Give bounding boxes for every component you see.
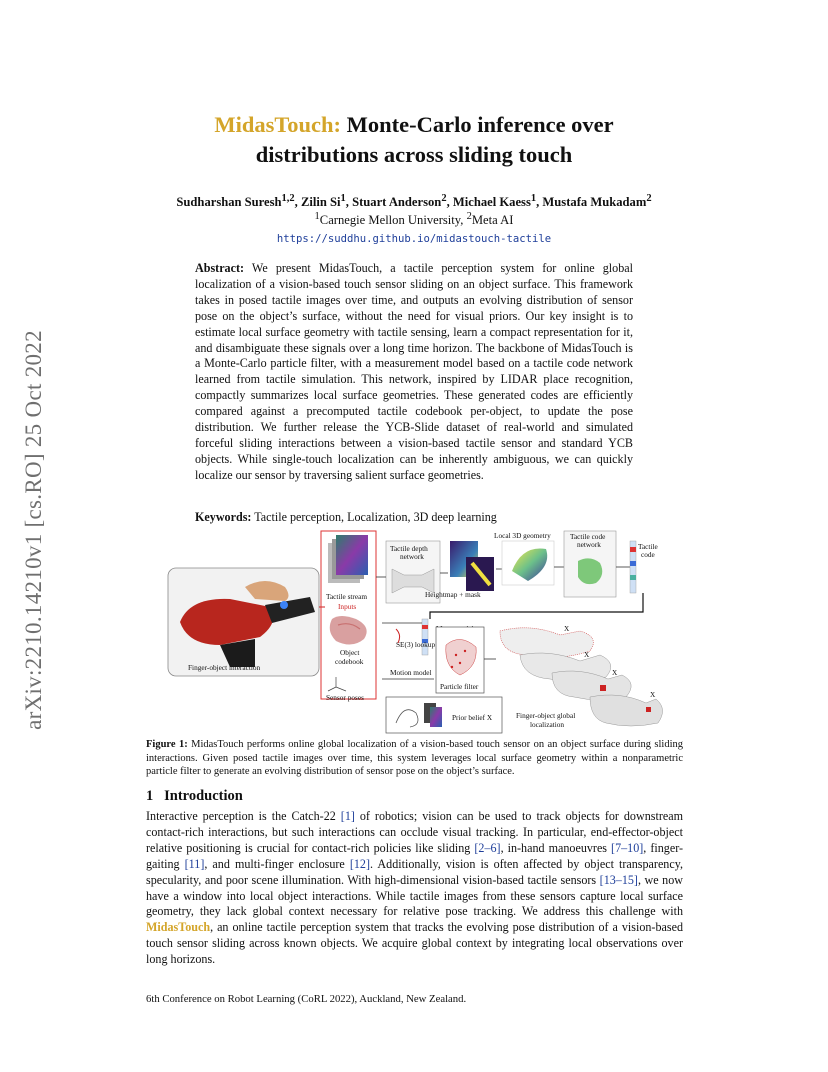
fig-label-x0: X [564, 624, 570, 633]
conference-footer: 6th Conference on Robot Learning (CoRL 2022), Auckland, New Zealand. [146, 993, 467, 1005]
affil-sup: 1 [314, 211, 320, 222]
fig-label-sensor-poses: Sensor poses [326, 693, 364, 702]
author-name: Sudharshan Suresh [176, 195, 282, 210]
fig-label-depth-2: network [400, 552, 424, 561]
arxiv-stamp [14, 300, 54, 760]
author-sep: , [345, 195, 353, 210]
author-sup: 2 [646, 193, 652, 204]
author-name: Zilin Si [300, 195, 341, 210]
section-title: Introduction [164, 788, 243, 804]
fig-label-global-1: Finger-object global [516, 711, 576, 720]
keywords-text: Tactile perception, Localization, 3D deep learning [251, 510, 497, 524]
fig-label-depth-1: Tactile depth [390, 544, 428, 553]
fig-label-local-3d: Local 3D geometry [494, 531, 551, 540]
intro-text: , an online tactile perception system that tracks the evolving pose distribution of a vision-based touch sensor sliding across known objects. We acquire global context by integrating local observations over long horizons. [146, 920, 683, 967]
intro-text: , and multi-finger enclosure [204, 856, 350, 871]
abstract [195, 261, 633, 484]
author-sup: 1 [340, 193, 346, 204]
fig-label-prior-belief: Prior belief X [452, 713, 493, 722]
affil-meta: Meta AI [471, 213, 514, 228]
fig-label-xt2: X [650, 690, 656, 699]
fig-label-code: code [641, 550, 655, 559]
fig-label-tactile: Tactile [638, 542, 658, 551]
fig-label-object: Object [340, 648, 360, 657]
abstract-label: Abstract: [195, 261, 245, 275]
intro-text: . Additionally, vision is often affected by object transparency, specularity, and poor scene illumination. With high-dimensional vision-based tactile sensors [146, 856, 684, 887]
figure-caption [146, 738, 683, 779]
affiliations [150, 211, 678, 228]
fig-label-inputs: Inputs [338, 602, 357, 611]
citation-link[interactable]: [2–6] [474, 840, 501, 855]
section-heading [146, 788, 243, 805]
paper-title [150, 110, 678, 170]
citation-link[interactable]: [7–10] [611, 840, 644, 855]
fig-label-global-2: localization [530, 720, 565, 729]
citation-link[interactable]: [12] [349, 856, 370, 871]
citation-link[interactable]: [11] [184, 856, 205, 871]
caption-text: MidasTouch performs online global localization of a vision-based touch sensor on an object surface during sliding interactions. Given posed tactile images over time, this system leverages local surface geometry within a nonparametric particle filter to generate an evolving distribution of sensor pose on the object’s surface. [146, 739, 683, 777]
fig-label-xt: X [584, 650, 590, 659]
fig-label-code-1: Tactile code [570, 532, 606, 541]
fig-label-particle-filter: Particle filter [440, 682, 479, 691]
code-network [564, 531, 616, 597]
inputs-panel [321, 531, 376, 702]
fig-label-code-2: network [577, 540, 601, 549]
title-line1: Monte-Carlo inference over [341, 112, 614, 137]
finger-object-panel [168, 568, 319, 676]
project-url[interactable]: https://suddhu.github.io/midastouch-tactile [276, 233, 552, 245]
affil-cmu: Carnegie Mellon University, [319, 213, 467, 228]
author-sep: , [536, 195, 543, 210]
author-sup: 2 [441, 193, 447, 204]
author-name: Michael Kaess [452, 195, 531, 210]
fig-label-codebook: codebook [335, 657, 364, 666]
fig-label-tactile-stream: Tactile stream [326, 592, 368, 601]
section-number: 1 [146, 788, 154, 804]
author-list [150, 193, 678, 210]
fig-label-se3: SE(3) lookup [396, 640, 436, 649]
citation-link[interactable]: [1] [340, 809, 355, 823]
title-line2: distributions across sliding touch [255, 142, 573, 167]
intro-text: , in-hand manoeuvres [500, 840, 612, 855]
author-name: Mustafa Mukadam [542, 195, 647, 210]
author-sep: , [446, 195, 453, 210]
global-localization [500, 624, 663, 729]
intro-text: , we now have a window into local object interactions. While tactile images from these sensors capture local surface geometry, they lack global context necessary for relative pose tracking. We address this challenge with [146, 872, 683, 919]
keywords-label: Keywords: [195, 510, 252, 524]
code-bar [630, 541, 658, 593]
intro-text: Interactive perception is the Catch-22 [146, 809, 341, 823]
author-sup: 1 [530, 193, 537, 204]
fig-label-motion-model: Motion model [390, 668, 432, 677]
intro-text: of robotics; vision can be used to track objects for downstream contact-rich interactions, but such interactions can occlude visual tracking. In particular, end-effector-object relative positioning is crucial for contact-rich policies like sliding [146, 809, 684, 855]
author-sep: , [294, 195, 301, 210]
prior-belief [386, 697, 502, 733]
midastouch-link[interactable]: MidasTouch [146, 920, 211, 935]
particle-filter [436, 627, 484, 693]
figure-1 [160, 527, 670, 735]
local-geometry [494, 531, 554, 585]
fig-label-xt1: X [612, 668, 618, 677]
intro-text: , finger-gaiting [146, 840, 684, 871]
affil-sup: 2 [466, 211, 472, 222]
arxiv-id: arXiv:2210.14210v1 [cs.RO] 25 Oct 2022 [21, 330, 46, 730]
abstract-text: We present MidasTouch, a tactile perception system for online global localization of a vision-based touch sensor sliding on an object surface. This framework takes in posed tactile images over time, and outputs an evolving distribution of sensor pose on the object’s surface, without the need for visual priors. Our key insight is to estimate local surface geometry with tactile sensing, learn a compact representation for it, and disambiguate these signals over a long time horizon. The backbone of MidasTouch is a Monte-Carlo particle filter, with a measurement model based on a tactile code network learned from tactile simulation. This network, inspired by LIDAR place recognition, compactly summarizes local surface geometries. These generated codes are efficiently compared against a precomputed tactile codebook per-object, to update the pose distribution. We further release the YCB-Slide dataset of real-world and simulated forceful sliding interactions between a vision-based tactile sensor and standard YCB objects. While single-touch localization can be inherently ambiguous, we can quickly localize our sensor by traversing salient surface geometries. [195, 261, 633, 482]
author-name: Stuart Anderson [352, 195, 442, 210]
intro-paragraph [146, 809, 683, 968]
fig-label-finger-object: Finger-object interaction [188, 663, 261, 672]
title-accent: MidasTouch: [214, 112, 342, 137]
citation-link[interactable]: [13–15] [599, 872, 638, 887]
author-sup: 1,2 [281, 193, 295, 204]
caption-label: Figure 1: [146, 739, 188, 750]
keywords [195, 510, 633, 525]
fig-label-heightmap: Heightmap + mask [425, 590, 481, 599]
